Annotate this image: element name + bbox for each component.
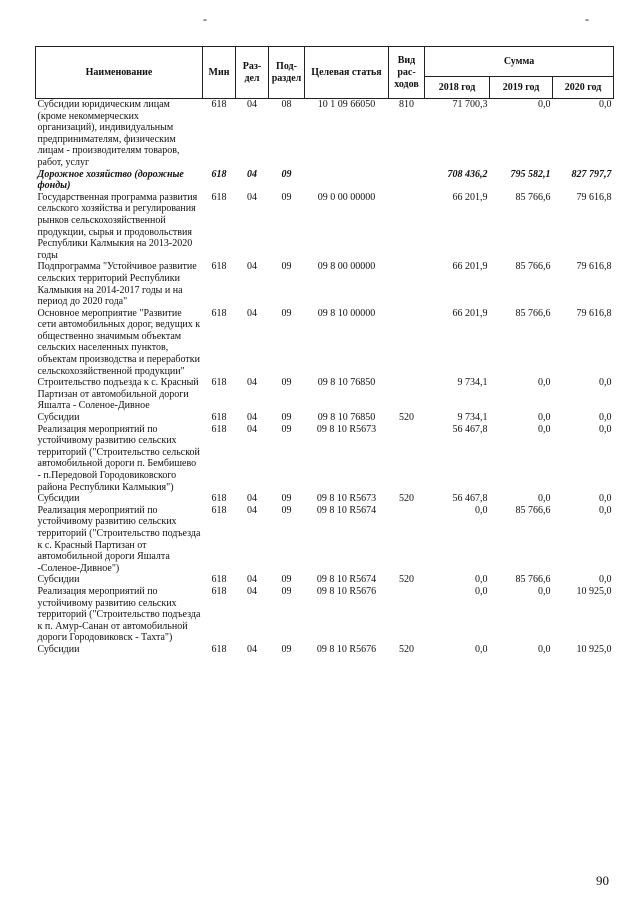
cell-target: 09 8 10 R5673 [316,493,377,505]
cell-2019: 0,0 [538,643,551,655]
cell-2018: 66 201,9 [452,191,488,203]
cell-min: 618 [211,307,227,319]
cell-razdel: 04 [247,423,257,435]
cell-min: 618 [211,504,227,516]
cell-target: 09 8 10 R5674 [316,504,377,516]
cell-vid [389,377,425,412]
table-row [36,169,614,192]
col-header-min: Мин [203,47,236,99]
cell-podrazdel: 09 [281,585,292,597]
cell-podrazdel: 08 [281,99,292,110]
cell-name: Субсидии юридическим лицам (кроме некоммерческих организаций), индивидуальным предпринимателям, физическим лицам - производителям товаров, работ, услуг [37,99,180,168]
cell-2020: 10 925,0 [576,643,612,655]
cell-min: 618 [211,423,227,435]
table-row [36,505,614,575]
table-row [36,586,614,644]
cell-podrazdel: 09 [281,643,292,655]
col-header-2020: 2020 год [553,77,614,99]
cell-2018: 0,0 [475,643,488,655]
cell-2018: 9 734,1 [457,412,488,424]
cell-2020: 0,0 [599,412,612,424]
cell-name: Субсидии [37,643,80,655]
cell-podrazdel: 09 [281,504,292,516]
cell-2019: 85 766,6 [515,261,551,273]
cell-name: Строительство подъезда к с. Красный Партизан от автомобильной дороги Яшалта - Соленое-Дивное [37,377,199,412]
cell-razdel: 04 [247,377,257,389]
table-row [36,308,614,378]
cell-2018: 0,0 [475,574,488,586]
cell-2020: 10 925,0 [576,585,612,597]
cell-target: 09 8 10 R5676 [316,643,377,655]
cell-min: 618 [211,493,227,505]
cell-razdel: 04 [247,493,257,505]
cell-2019: 0,0 [538,493,551,505]
cell-name: Субсидии [37,493,80,505]
cell-razdel: 04 [247,504,257,516]
col-header-name: Наименование [36,47,203,99]
table-row [36,412,614,424]
cell-target: 09 8 10 R5674 [316,574,377,586]
cell-target: 09 8 10 00000 [317,307,376,319]
col-header-razdel: Раз-дел [236,47,269,99]
table-row [36,192,614,262]
cell-2020: 827 797,7 [571,168,612,180]
table-row [36,424,614,494]
cell-min: 618 [211,574,227,586]
cell-razdel: 04 [247,574,257,586]
cell-min: 618 [211,261,227,273]
cell-name: Реализация мероприятий по устойчивому развитию сельских территорий ("Строительство подъезда к с. Красный Партизан от автомобильной дороги Яшалта -Соленое-Дивное") [37,504,201,574]
cell-2019: 85 766,6 [515,574,551,586]
cell-2020: 79 616,8 [576,307,612,319]
cell-razdel: 04 [247,585,257,597]
cell-podrazdel: 09 [281,168,292,180]
cell-2018: 0,0 [475,585,488,597]
budget-table [35,46,614,656]
table-row [36,493,614,505]
table-row [36,261,614,307]
cell-podrazdel: 09 [281,377,292,389]
cell-podrazdel: 09 [281,307,292,319]
cell-2020: 79 616,8 [576,261,612,273]
cell-min: 618 [211,585,227,597]
cell-target: 10 1 09 66050 [317,99,376,110]
cell-name: Подпрограмма "Устойчивое развитие сельских территорий Республики Калмыкия на 2014-2017 годы и на период до 2020 года" [37,261,197,308]
cell-2019: 0,0 [538,585,551,597]
header-mark-left: - [203,12,207,26]
cell-razdel: 04 [247,412,257,424]
cell-2018: 71 700,3 [452,99,488,110]
cell-vid [389,424,425,494]
cell-name: Субсидии [37,574,80,586]
col-header-summa: Сумма [425,47,614,77]
page-number: 90 [596,873,609,888]
table-row [36,99,614,169]
cell-2018: 66 201,9 [452,261,488,273]
cell-razdel: 04 [247,168,257,180]
cell-razdel: 04 [247,643,257,655]
cell-name: Реализация мероприятий по устойчивому развитию сельских территорий ("Строительство подъезда к п. Амур-Санан от автомобильной дороги Городовиковск - Тахта") [37,585,201,644]
col-header-2019: 2019 год [490,77,553,99]
cell-podrazdel: 09 [281,423,292,435]
cell-vid [389,308,425,378]
col-header-vid: Вид рас-ходов [389,47,425,99]
cell-vid: 520 [399,643,414,655]
col-header-2018: 2018 год [425,77,490,99]
cell-2018: 56 467,8 [452,493,488,505]
cell-2020: 0,0 [599,493,612,505]
table-row [36,644,614,656]
cell-min: 618 [211,191,227,203]
cell-min: 618 [211,643,227,655]
cell-2019: 795 582,1 [510,168,551,180]
cell-2019: 85 766,6 [515,504,551,516]
cell-vid [389,505,425,575]
cell-vid: 520 [399,493,414,505]
cell-podrazdel: 09 [281,574,292,586]
cell-razdel: 04 [247,191,257,203]
cell-2020: 0,0 [599,99,612,110]
cell-vid: 810 [399,99,414,110]
cell-razdel: 04 [247,99,257,110]
cell-razdel: 04 [247,307,257,319]
cell-target: 09 8 10 R5676 [316,585,377,597]
cell-target: 09 8 10 R5673 [316,423,377,435]
cell-name: Дорожное хозяйство (дорожные фонды) [37,168,184,192]
cell-target: 09 8 00 00000 [317,261,376,273]
table-row [36,377,614,412]
cell-2020: 0,0 [599,377,612,389]
cell-2019: 0,0 [538,423,551,435]
cell-podrazdel: 09 [281,191,292,203]
cell-vid: 520 [399,574,414,586]
cell-name: Основное мероприятие "Развитие сети автомобильных дорог, ведущих к общественно значимым объектам сельских населенных пунктов, объектам производства и переработки сельскохозяйственной продукции" [37,307,201,377]
cell-razdel: 04 [247,261,257,273]
cell-2018: 708 436,2 [447,168,488,180]
cell-min: 618 [211,168,227,180]
cell-name: Государственная программа развития сельского хозяйства и регулирования рынков сельскохозяйственной продукции, сырья и продовольствия Республики Калмыкия на 2013-2020 годы [37,191,198,261]
cell-min: 618 [211,412,227,424]
cell-2019: 0,0 [538,377,551,389]
cell-podrazdel: 09 [281,412,292,424]
cell-min: 618 [211,377,227,389]
cell-vid [389,261,425,307]
cell-vid [389,192,425,262]
cell-2020: 0,0 [599,574,612,586]
cell-2019: 85 766,6 [515,191,551,203]
cell-2019: 85 766,6 [515,307,551,319]
cell-2020: 0,0 [599,504,612,516]
col-header-podrazdel: Под-раздел [269,47,305,99]
cell-vid [389,586,425,644]
cell-2018: 56 467,8 [452,423,488,435]
cell-2020: 0,0 [599,423,612,435]
cell-min: 618 [211,99,227,110]
cell-name: Реализация мероприятий по устойчивому развитию сельских территорий ("Строительство сельской автомобильной дороги п. Бембишево - п.Передовой Городовиковского района Республики Калмыкия") [37,423,200,493]
cell-2020: 79 616,8 [576,191,612,203]
table-row [36,574,614,586]
cell-2018: 66 201,9 [452,307,488,319]
cell-2018: 9 734,1 [457,377,488,389]
header-mark-right: - [585,12,589,26]
cell-target: 09 8 10 76850 [317,412,376,424]
cell-2019: 0,0 [538,412,551,424]
cell-vid [389,169,425,192]
cell-target: 09 0 00 00000 [317,191,376,203]
cell-podrazdel: 09 [281,261,292,273]
cell-vid: 520 [399,412,414,424]
cell-name: Субсидии [37,412,80,424]
cell-target [305,169,389,192]
cell-target: 09 8 10 76850 [317,377,376,389]
cell-2018: 0,0 [475,504,488,516]
col-header-target: Целевая статья [305,47,389,99]
cell-podrazdel: 09 [281,493,292,505]
cell-2019: 0,0 [538,99,551,110]
